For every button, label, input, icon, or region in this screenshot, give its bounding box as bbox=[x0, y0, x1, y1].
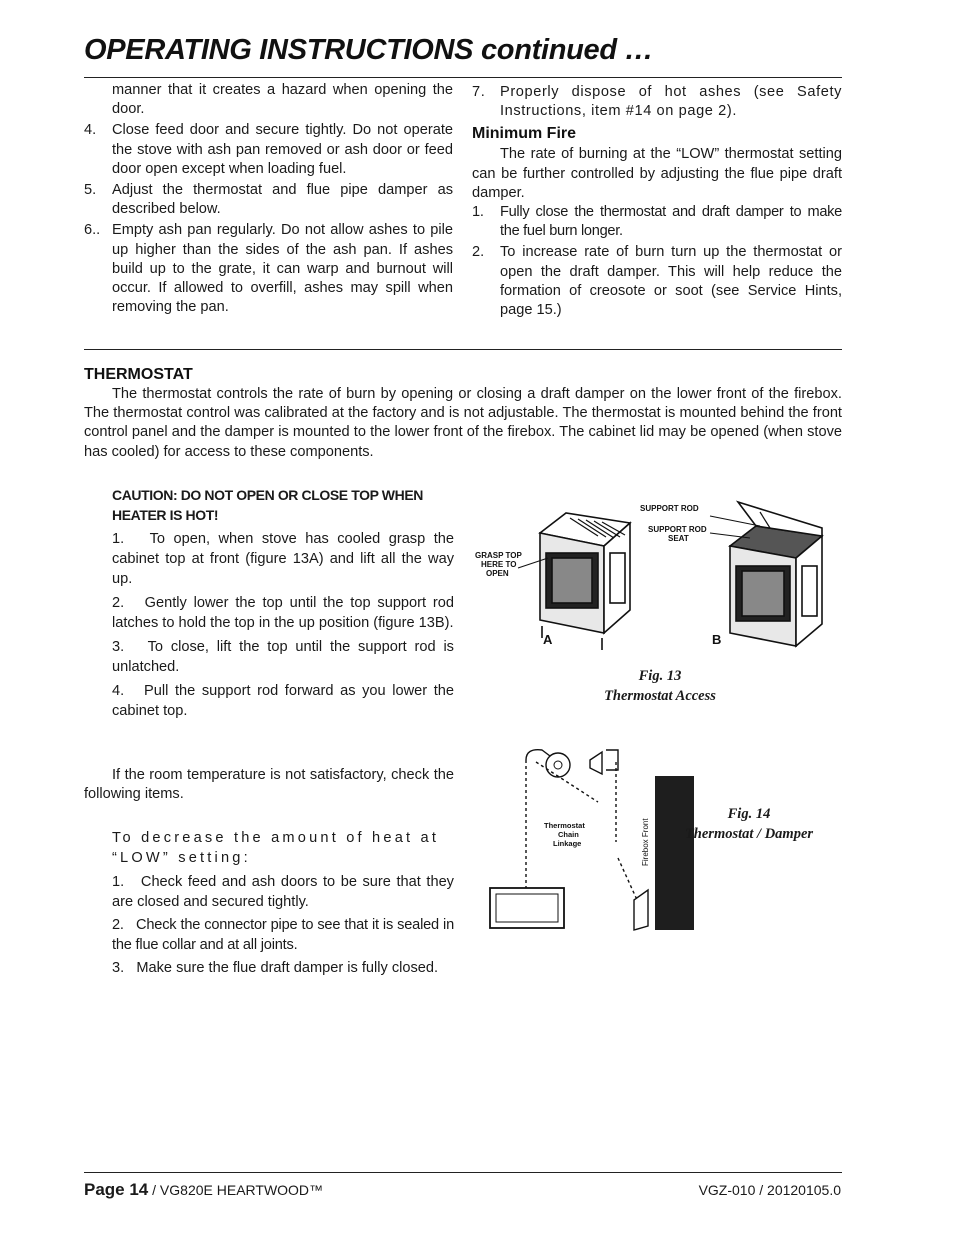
page-number: Page 14 bbox=[84, 1180, 149, 1199]
figure-13-illustration bbox=[470, 498, 850, 668]
firebox-front-label: Firebox Front bbox=[641, 818, 650, 866]
list-item: 7. Properly dispose of hot ashes (see Safety Instructions, item #14 on page 2). bbox=[472, 84, 842, 120]
stove-a-drawing bbox=[540, 513, 630, 650]
firebox-front-panel bbox=[652, 776, 694, 930]
footer-left bbox=[84, 1180, 323, 1200]
header-rule bbox=[84, 77, 842, 78]
figure-13-caption: Fig. 13 Thermostat Access bbox=[604, 668, 716, 704]
linkage-label-2: Chain bbox=[558, 830, 579, 839]
check-item: 2. Check the connector pipe to see that it is sealed in the flue collar and at all joints. bbox=[112, 917, 454, 953]
continued-text: manner that it creates a hazard when opening the door. bbox=[112, 82, 453, 118]
figure-14-caption: Fig. 14 Thermostat / Damper bbox=[684, 806, 814, 842]
grasp-top-label: GRASP TOP bbox=[475, 551, 522, 560]
figure-label-a: A bbox=[543, 632, 553, 647]
step-item: 1. To open, when stove has cooled grasp the cabinet top at front (figure 13A) and lift all the way up. bbox=[112, 531, 454, 587]
page-title: OPERATING INSTRUCTIONS continued … bbox=[84, 34, 654, 66]
caution-block bbox=[112, 485, 454, 721]
linkage-label-3: Linkage bbox=[553, 839, 582, 848]
figure-14-illustration bbox=[478, 740, 698, 950]
step-item: 3. To close, lift the top until the support rod is unlatched. bbox=[112, 639, 454, 675]
step-item: 2. Gently lower the top until the top support rod latches to hold the top in the up position (figure 13B). bbox=[112, 595, 454, 631]
minimum-fire-paragraph: The rate of burning at the “LOW” thermostat setting can be further controlled by adjusting the flue pipe draft damper. bbox=[472, 146, 842, 201]
stove-b-drawing bbox=[730, 502, 822, 646]
step-item: 4. Pull the support rod forward as you lower the cabinet top. bbox=[112, 683, 454, 719]
thermostat-head-drawing bbox=[590, 752, 602, 774]
decrease-block bbox=[112, 828, 454, 978]
right-top-column bbox=[472, 83, 842, 322]
figure-label-b: B bbox=[712, 632, 722, 647]
check-item: 3. Make sure the flue draft damper is fully closed. bbox=[112, 960, 439, 976]
room-temp-paragraph: If the room temperature is not satisfactory, check the following items. bbox=[84, 767, 454, 803]
grasp-top-label-3: OPEN bbox=[486, 569, 509, 578]
list-item: 4. Close feed door and secure tightly. Do not operate the stove with ash pan removed or ash door or feed door open except when loading fuel. bbox=[84, 122, 453, 177]
section-divider bbox=[84, 349, 842, 350]
linkage-label: Thermostat bbox=[544, 821, 585, 830]
check-item: 1. Check feed and ash doors to be sure that they are closed and secured tightly. bbox=[112, 874, 454, 910]
model-name: / VG820E HEARTWOOD™ bbox=[148, 1182, 324, 1198]
list-item: 6.. Empty ash pan regularly. Do not allow ashes to pile up higher than the sides of the ash pan. If ashes build up to the grate, it can warp and burnout will occur. If allowed to overfill, ashes may spill when removing the pan. bbox=[84, 222, 453, 316]
list-item: 1. Fully close the thermostat and draft damper to make the fuel burn longer. bbox=[472, 204, 842, 240]
minimum-fire-heading: Minimum Fire bbox=[472, 125, 577, 143]
footer-rule bbox=[84, 1172, 842, 1173]
caution-text: CAUTION: DO NOT OPEN OR CLOSE TOP WHEN HEATER IS HOT! bbox=[112, 487, 423, 523]
damper-plate-drawing bbox=[634, 890, 648, 930]
support-rod-seat-label: SUPPORT ROD bbox=[648, 525, 707, 534]
grasp-top-label-2: HERE TO bbox=[481, 560, 517, 569]
list-item: 2. To increase rate of burn turn up the thermostat or open the draft damper. This will help reduce the formation of creosote or soot (see Service Hints, page 15.) bbox=[472, 244, 842, 319]
thermostat-heading: THERMOSTAT bbox=[84, 366, 193, 383]
support-rod-label: SUPPORT ROD bbox=[640, 504, 699, 513]
thermostat-intro: The thermostat controls the rate of burn by opening or closing a draft damper on the lower front of the firebox. The thermostat control was calibrated at the factory and is not adjustable. The thermostat is mounted behind the front control panel and the damper is mounted to the lower front of the firebox. The cabinet lid may be opened (when stove has cooled) for access to these components. bbox=[84, 386, 842, 460]
document-code: VGZ-010 / 20120105.0 bbox=[698, 1182, 841, 1198]
list-item: 5. Adjust the thermostat and flue pipe damper as described below. bbox=[84, 182, 453, 218]
decrease-heading: To decrease the amount of heat at “LOW” setting: bbox=[112, 830, 440, 866]
support-rod-seat-label-2: SEAT bbox=[668, 534, 689, 543]
left-top-column bbox=[84, 81, 453, 319]
